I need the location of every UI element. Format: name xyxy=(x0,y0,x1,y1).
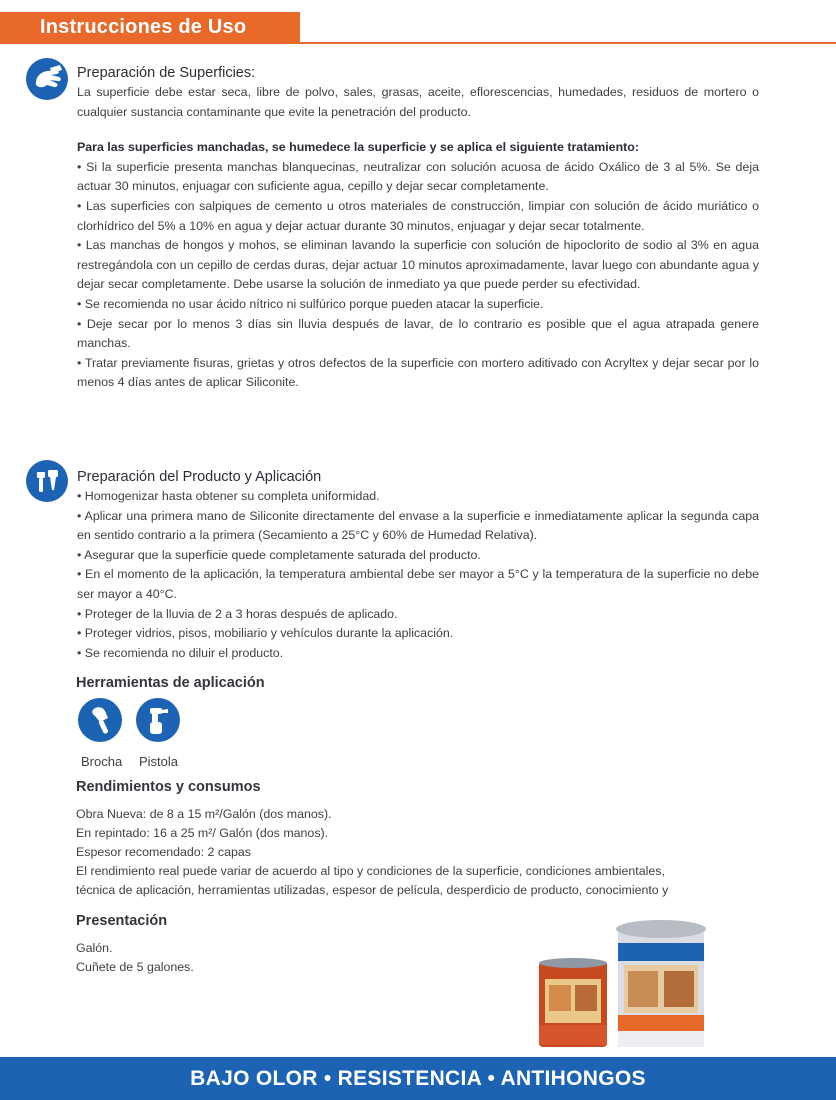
presentation-heading: Presentación xyxy=(76,913,168,929)
list-item: • Se recomienda no usar ácido nítrico ni sulfúrico porque pueden atacar la superficie. xyxy=(77,296,544,311)
list-item: • Si la superficie presenta manchas blanquecinas, neutralizar con solución acuosa de ácido Oxálico de 3 al 5%. Se deja actuar 30 minutos, enjuagar con suficiente agua, cepillo y dejar secar completamente. xyxy=(77,159,759,194)
list-item: • Las superficies con salpiques de cemento u otros materiales de construcción, limpiar con solución de ácido muriático o clorhídrico del 5% a 10% en agua y dejar actuar durante 30 minutos, enjuagar y dejar secar totalmente. xyxy=(77,198,759,233)
yield-line: técnica de aplicación, herramientas utilizadas, espesor de película, desperdicio de producto, conocimiento y xyxy=(76,883,669,897)
gallon-can-image xyxy=(535,955,611,1051)
surface-prep-intro: La superficie debe estar seca, libre de polvo, sales, grasas, aceite, eflorescencias, humedades, residuos de mortero o cualquier sustancia contaminante que evite la penetración del producto. xyxy=(77,85,759,119)
surface-prep-section xyxy=(77,64,759,393)
tools-heading: Herramientas de aplicación xyxy=(76,675,265,691)
yield-line: El rendimiento real puede variar de acuerdo al tipo y condiciones de la superficie, condiciones ambientales, xyxy=(76,864,665,878)
list-item: • Las manchas de hongos y mohos, se eliminan lavando la superficie con solución de hipoclorito de sodio al 3% en agua restregándola con un cepillo de cerdas duras, dejar actuar 10 minutos aproximadamente, lavar luego con abundante agua y dejar secar completamente. Debe usarse la solución de inmediato ya que puede perder su efectividad. xyxy=(77,238,759,292)
stain-treatment-heading: Para las superficies manchadas, se humedece la superficie y se aplica el siguiente tratamiento: xyxy=(77,140,639,155)
yield-line: Obra Nueva: de 8 a 15 m²/Galón (dos manos). xyxy=(76,807,332,821)
product-prep-icon xyxy=(26,460,68,502)
list-item: • Proteger de la lluvia de 2 a 3 horas después de aplicado. xyxy=(77,606,398,621)
list-item: • Aplicar una primera mano de Siliconite directamente del envase a la superficie e inmediatamente aplicar la segunda capa en sentido contrario a la primera (Secamiento a 25°C y 60% de Humedad Relativa). xyxy=(77,508,759,543)
product-prep-section xyxy=(77,468,759,663)
list-item: • Proteger vidrios, pisos, mobiliario y vehículos durante la aplicación. xyxy=(77,626,454,641)
presentation-line: Galón. xyxy=(76,941,113,955)
footer-tagline: BAJO OLOR • RESISTENCIA • ANTIHONGOS xyxy=(190,1067,646,1090)
tool-label-brocha: Brocha xyxy=(81,754,123,769)
presentation-section xyxy=(76,939,376,977)
yield-line: En repintado: 16 a 25 m²/ Galón (dos manos). xyxy=(76,826,329,840)
list-item: • Asegurar que la superficie quede completamente saturada del producto. xyxy=(77,547,481,562)
presentation-line: Cuñete de 5 galones. xyxy=(76,960,194,974)
yield-section xyxy=(76,805,766,900)
list-item: • Se recomienda no diluir el producto. xyxy=(77,645,284,660)
surface-prep-title: Preparación de Superficies: xyxy=(77,65,256,81)
spray-gun-icon xyxy=(136,698,180,742)
page-title: Instrucciones de Uso xyxy=(40,16,247,38)
yield-line: Espesor recomendado: 2 capas xyxy=(76,845,251,859)
yield-heading: Rendimientos y consumos xyxy=(76,779,261,795)
brush-icon xyxy=(78,698,122,742)
list-item: • Homogenizar hasta obtener su completa uniformidad. xyxy=(77,489,380,503)
header-rule xyxy=(300,42,836,44)
bucket-image xyxy=(612,915,710,1051)
product-prep-title: Preparación del Producto y Aplicación xyxy=(77,469,322,485)
list-item: • En el momento de la aplicación, la temperatura ambiental debe ser mayor a 5°C y la temperatura de la superficie no debe ser mayor a 40°C. xyxy=(77,567,759,601)
surface-prep-icon xyxy=(26,58,68,100)
list-item: • Tratar previamente fisuras, grietas y otros defectos de la superficie con mortero aditivado con Acryltex y dejar secar por lo menos 4 días antes de aplicar Siliconite. xyxy=(77,355,759,390)
list-item: • Deje secar por lo menos 3 días sin lluvia después de lavar, de lo contrario es posible que el agua atrapada genere manchas. xyxy=(77,316,759,351)
tool-label-pistola: Pistola xyxy=(139,754,179,769)
